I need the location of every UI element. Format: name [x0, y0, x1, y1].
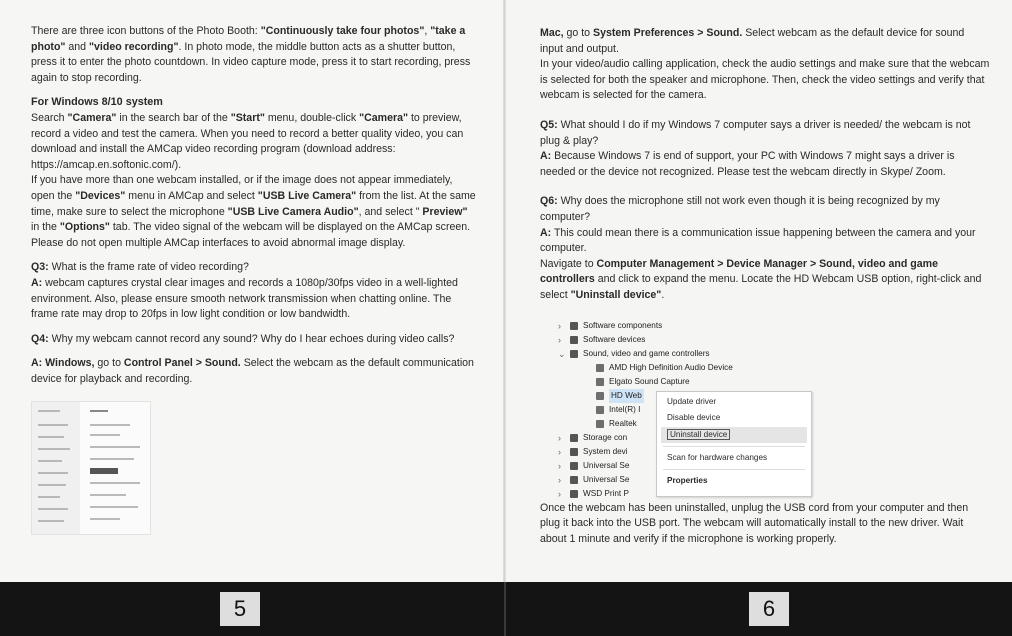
q5-question	[540, 118, 990, 149]
text-run: "take a photo"	[31, 25, 466, 53]
properties-menu-item[interactable]: Properties	[667, 475, 708, 485]
text-run: "Uninstall device"	[570, 288, 662, 301]
q6-answer	[540, 226, 990, 257]
text-run: Q5:	[540, 118, 558, 131]
text-run: "USB Live Camera Audio"	[227, 205, 359, 218]
settings-sidebar	[32, 402, 80, 534]
device-icon	[570, 434, 578, 442]
text-run: go to	[94, 357, 124, 370]
text-run: menu, double-click	[264, 111, 360, 124]
page-number-5: 5	[220, 592, 260, 626]
device-icon	[570, 322, 578, 330]
text-run: "Devices"	[75, 189, 126, 202]
text-run: Why my webcam cannot record any sound? Why do I hear echoes during video calls?	[48, 332, 455, 345]
text-run: . In photo mode, the middle button acts as a shutter button, press it to enter the photo countdown. In video capture mode, press it to start recording, press again to stop recording.	[31, 40, 471, 84]
q5-answer	[540, 149, 990, 180]
text-run: Mac,	[540, 27, 564, 39]
device-tree-item[interactable]	[558, 333, 645, 347]
device-tree-label: System devi	[583, 446, 628, 456]
text-run: Search	[31, 111, 68, 124]
windows-amcap-paragraph	[31, 173, 476, 251]
chevron-icon[interactable]: ›	[558, 334, 561, 345]
text-run: If you have more than one webcam installed, or if the image does not appear immediately, open the	[31, 174, 453, 202]
text-run: A: Windows,	[31, 357, 95, 370]
device-icon	[570, 448, 578, 456]
device-icon	[570, 336, 578, 344]
text-run: and click to expand the menu. Locate the HD Webcam USB option, right-click and select	[540, 273, 982, 301]
text-run: Select the webcam as the default communication device for playback and recording.	[31, 357, 474, 385]
text-run: ,	[424, 25, 431, 37]
text-run: "Continuously take four photos"	[260, 25, 425, 37]
device-tree-item[interactable]	[558, 431, 627, 445]
text-run: System Preferences > Sound.	[593, 27, 743, 39]
text-run: menu in AMCap and select	[125, 189, 258, 202]
q3-question	[31, 260, 476, 276]
windows-heading: For Windows 8/10 system	[31, 96, 163, 109]
device-icon	[570, 350, 578, 358]
device-tree-label: Storage con	[583, 432, 628, 442]
text-run: Why does the microphone still not work even though it is being recognized by my computer?	[540, 195, 940, 223]
left-footer-bar	[0, 582, 504, 636]
chevron-icon[interactable]: ›	[558, 488, 561, 499]
right-page	[506, 0, 1012, 582]
text-run: Computer Management > Device Manager > Sound, video and game controllers	[540, 257, 938, 286]
device-tree-item[interactable]	[584, 389, 644, 403]
text-run: A:	[31, 276, 43, 289]
device-tree-label: Software devices	[583, 334, 646, 344]
device-icon	[596, 420, 604, 428]
text-run: webcam captures crystal clear images and records a 1080p/30fps video in a well-lighted environment. Also, please ensure smooth network transmission when chatting online. The frame rate may drop to 20fps in low light condition or low bandwidth.	[31, 276, 458, 321]
sound-settings-screenshot	[31, 401, 151, 535]
chevron-icon[interactable]: ⌄	[558, 348, 566, 359]
text-run: "USB Live Camera"	[257, 189, 357, 202]
uninstall-device-menu-item[interactable]: Uninstall device	[661, 427, 807, 443]
text-run: in the search bar of the	[116, 111, 231, 124]
update-driver-menu-item[interactable]: Update driver	[667, 396, 717, 406]
text-run: "video recording"	[89, 40, 179, 53]
windows-camera-paragraph	[31, 111, 476, 173]
q3-answer	[31, 276, 476, 323]
text-run: Q3:	[31, 261, 49, 274]
text-run: Q6:	[540, 195, 558, 208]
text-run: "Options"	[59, 221, 110, 234]
text-run: go to	[563, 27, 594, 39]
chevron-icon[interactable]: ›	[558, 460, 561, 471]
device-tree-item[interactable]	[558, 459, 629, 473]
device-tree-label: HD Web	[609, 389, 644, 403]
text-run: A:	[540, 150, 552, 163]
device-manager-instructions	[540, 257, 990, 304]
text-run: Control Panel > Sound.	[123, 357, 241, 370]
text-run: tab. The video signal of the webcam will be displayed on the AMCap screen. Please do not open multiple AMCap interfaces to avoid abnormal image display.	[31, 221, 471, 249]
device-icon	[570, 476, 578, 484]
text-run: to preview, record a video and test the camera. When you need to record a better quality video, you can download and install the AMCap video recording program (download address: https://amcap.en.softonic.com/).	[31, 111, 464, 171]
device-tree-label: Universal Se	[583, 460, 630, 470]
device-icon	[570, 462, 578, 470]
context-menu	[656, 391, 812, 497]
left-page	[0, 0, 504, 582]
device-tree-item[interactable]	[558, 445, 628, 459]
device-tree-label: WSD Print P	[583, 488, 629, 498]
device-manager-screenshot	[540, 319, 1000, 499]
device-icon	[596, 406, 604, 414]
text-run: from the list. At the same time, make sure to select the microphone	[31, 189, 476, 218]
text-run: Preview"	[422, 205, 468, 218]
text-run: "Camera"	[67, 111, 117, 124]
device-icon	[596, 378, 604, 386]
q4-answer-windows	[31, 356, 476, 387]
right-footer-bar	[506, 582, 1012, 636]
calling-app-paragraph	[540, 57, 990, 104]
device-icon	[570, 490, 578, 498]
text-run: Navigate to	[540, 257, 597, 270]
page-number-6: 6	[749, 592, 789, 626]
q4-question	[31, 332, 476, 348]
q6-question	[540, 194, 990, 225]
text-run: There are three icon buttons of the Photo Booth:	[31, 25, 261, 37]
text-run: "Start"	[230, 111, 265, 124]
chevron-icon[interactable]: ›	[558, 432, 561, 443]
text-run: What should I do if my Windows 7 computer says a driver is needed/ the webcam is not plug & play?	[540, 118, 971, 147]
text-run: Q4:	[31, 332, 49, 345]
text-run: .	[661, 288, 665, 301]
device-tree-label: Realtek	[609, 418, 637, 428]
text-run: In your video/audio calling application, check the audio settings and make sure that the webcam is selected for both the speaker and microphone. Then, check the video settings and verify that webcam is selected for the camera.	[540, 58, 990, 102]
text-run: , and select "	[358, 205, 423, 218]
device-tree-item[interactable]	[584, 375, 690, 389]
device-tree-label: AMD High Definition Audio Device	[609, 362, 733, 372]
chevron-icon[interactable]: ›	[558, 474, 561, 485]
text-run: This could mean there is a communication issue happening between the camera and your computer.	[540, 226, 976, 255]
text-run: "Camera"	[359, 111, 409, 124]
scan-hardware-menu-item[interactable]: Scan for hardware changes	[667, 452, 768, 462]
text-run: What is the frame rate of video recording?	[48, 261, 249, 274]
device-tree-item[interactable]	[584, 403, 640, 417]
device-tree-item[interactable]	[558, 473, 629, 487]
device-tree-item[interactable]	[558, 347, 710, 361]
chevron-icon[interactable]: ›	[558, 320, 561, 331]
text-run: Because Windows 7 is end of support, your PC with Windows 7 might says a driver is needed or the device not recognized. Please test the webcam directly in Skype/ Zoom.	[540, 150, 955, 178]
device-tree-item[interactable]	[584, 361, 733, 375]
device-tree-label: Sound, video and game controllers	[583, 348, 710, 358]
text-run: in the	[31, 221, 60, 234]
device-tree-label: Elgato Sound Capture	[609, 376, 690, 386]
photo-booth-intro	[31, 24, 476, 86]
chevron-icon[interactable]: ›	[558, 446, 561, 457]
device-icon	[596, 364, 604, 372]
text-run: Once the webcam has been uninstalled, unplug the USB cord from your computer and then plug it back into the USB port. The webcam will automatically install to the new driver. Wait about 1 minute and verify if the microphone is working properly.	[540, 501, 969, 545]
device-tree-label: Intel(R) I	[609, 404, 641, 414]
device-tree-item[interactable]	[558, 487, 629, 501]
text-run: and	[65, 40, 89, 53]
device-tree-item[interactable]	[584, 417, 637, 431]
mac-sound-paragraph	[540, 26, 990, 57]
text-run: Select webcam as the default device for sound input and output.	[540, 27, 965, 55]
closing-paragraph	[540, 501, 990, 548]
device-tree-label: Universal Se	[583, 474, 630, 484]
text-run: A:	[540, 226, 552, 239]
disable-device-menu-item[interactable]: Disable device	[667, 412, 721, 422]
device-tree-label: Software components	[583, 320, 663, 330]
device-icon	[596, 392, 604, 400]
device-tree-item[interactable]	[558, 319, 662, 333]
